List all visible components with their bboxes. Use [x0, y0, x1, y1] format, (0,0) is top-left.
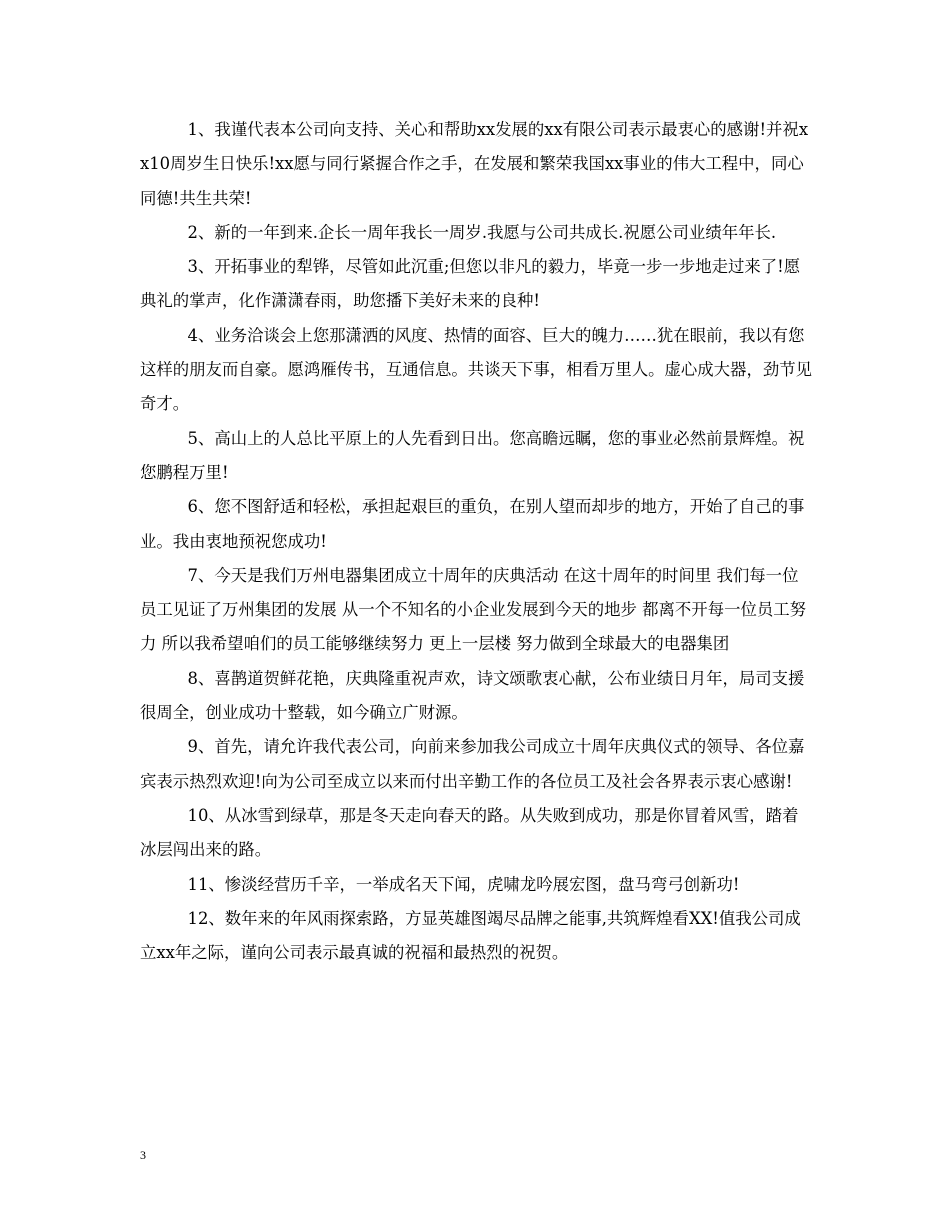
paragraph-3: 3、开拓事业的犁铧，尽管如此沉重;但您以非凡的毅力，毕竟一步一步地走过来了!愿典礼的掌声，化作潇潇春雨，助您播下美好未来的良种! — [140, 257, 801, 311]
paragraph-12: 12、数年来的年风雨探索路，方显英雄图竭尽品牌之能事,共筑辉煌看XX!值我公司成立xx年之际，谨向公司表示最真诚的祝福和最热烈的祝贺。 — [140, 908, 801, 963]
paragraph-11: 11、惨淡经营历千辛，一举成名天下闻，虎啸龙吟展宏图，盘马弯弓创新功! — [187, 874, 740, 894]
paragraph-2: 2、新的一年到来.企长一周年我长一周岁.我愿与公司共成长.祝愿公司业绩年年长. — [187, 222, 777, 242]
paragraph-1: 1、我谨代表本公司向支持、关心和帮助xx发展的xx有限公司表示最衷心的感谢!并祝xx10周岁生日快乐!xx愿与同行紧握合作之手，在发展和繁荣我国xx事业的伟大工程中，同心同德!共生共荣! — [140, 120, 809, 208]
paragraph-4: 4、业务洽谈会上您那潇洒的风度、热情的面容、巨大的魄力……犹在眼前，我以有您这样的朋友而自豪。愿鸿雁传书，互通信息。共谈天下事，相看万里人。虚心成大器，劲节见奇才。 — [140, 325, 813, 414]
paragraph-5: 5、高山上的人总比平原上的人先看到日出。您高瞻远瞩，您的事业必然前景辉煌。祝您鹏程万里! — [140, 428, 805, 482]
page-number: 3 — [140, 1148, 146, 1162]
paragraph-9: 9、首先，请允许我代表公司，向前来参加我公司成立十周年庆典仪式的领导、各位嘉宾表示热烈欢迎!向为公司至成立以来而付出辛勤工作的各位员工及社会各界表示衷心感谢! — [140, 737, 805, 791]
paragraph-8: 8、喜鹊道贺鲜花艳，庆典隆重祝声欢，诗文颂歌衷心献，公布业绩日月年，局司支援很周全，创业成功十整载，如今确立广财源。 — [140, 668, 805, 723]
document-body — [140, 113, 812, 970]
paragraph-6: 6、您不图舒适和轻松，承担起艰巨的重负，在别人望而却步的地方，开始了自己的事业。我由衷地预祝您成功! — [140, 497, 805, 551]
paragraph-10: 10、从冰雪到绿草，那是冬天走向春天的路。从失败到成功，那是你冒着风雪，踏着冰层闯出来的路。 — [140, 805, 799, 860]
paragraph-7: 7、今天是我们万州电器集团成立十周年的庆典活动 在这十周年的时间里 我们每一位员工见证了万州集团的发展 从一个不知名的小企业发展到今天的地步 都离不开每一位员工努力 所以我希望咱们的员工能够继续努力 更上一层楼 努力做到全球最大的电器集团 — [140, 565, 807, 654]
